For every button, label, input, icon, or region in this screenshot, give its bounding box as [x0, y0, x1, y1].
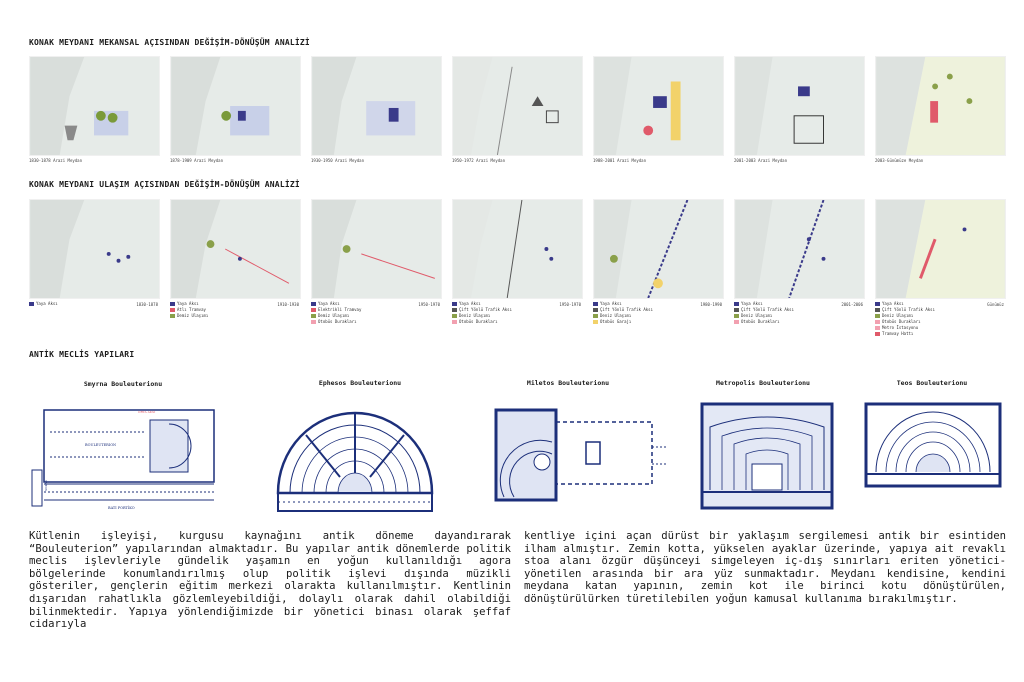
map-image — [734, 199, 865, 299]
panel-year: 1950-1970 — [559, 302, 581, 307]
transport-panel — [29, 199, 160, 337]
metropolis-plan — [700, 402, 834, 510]
legend-item: Otobüs Garajı — [593, 319, 724, 325]
legend-item: Elektrikli Tramvay — [311, 307, 442, 313]
legend-item: Yaya Aksı — [734, 301, 865, 307]
plan-title: Smyrna Bouleuterionu — [83, 380, 163, 388]
plan-title: Ephesos Bouleuterionu — [318, 379, 402, 387]
map-image — [734, 56, 865, 156]
legend-item: Otobüs Durakları — [875, 319, 1006, 325]
map-image — [170, 56, 301, 156]
legend-item: Otobüs Durakları — [311, 319, 442, 325]
legend-item: Yaya Aksı — [311, 301, 442, 307]
smyrna-plan — [30, 402, 220, 512]
spatial-analysis-title: KONAK MEYDANI MEKANSAL AÇISINDAN DEĞİŞİM-DÖNÜŞÜM ANALİZİ — [29, 38, 310, 47]
panel-caption: 1950-1972 Arazi Meydan — [452, 158, 505, 163]
map-image — [311, 199, 442, 299]
plan-title: Metropolis Bouleuterionu — [716, 379, 810, 387]
transport-panels-row — [29, 199, 1004, 337]
panel-year: Günümüz — [987, 302, 1004, 307]
transport-panel — [452, 199, 583, 337]
panel-caption: 2001-2003 Arazi Meydan — [734, 158, 787, 163]
map-image — [29, 56, 160, 156]
map-image — [170, 199, 301, 299]
panel-caption: 2003-Günümüze Meydan — [875, 158, 924, 163]
legend-item: Yaya Aksı — [452, 301, 583, 307]
legend-item: Deniz Ulaşımı — [452, 313, 583, 319]
spatial-panel — [170, 56, 301, 163]
legend-item: Atlı Tramvay — [170, 307, 301, 313]
panel-year: 1830-1878 — [136, 302, 158, 307]
legend-item: Demiz Ulaşımı — [170, 313, 301, 319]
plan-label: SOKAK — [44, 479, 48, 491]
panel-caption: 1830-1878 Arazi Meydan — [29, 158, 82, 163]
transport-analysis-title: KONAK MEYDANI ULAŞIM AÇISINDAN DEĞİŞİM-DÖNÜŞÜM ANALİZİ — [29, 180, 300, 189]
spatial-panel — [29, 56, 160, 163]
antique-buildings-title: ANTİK MECLİS YAPILARI — [29, 350, 135, 359]
legend-item: Tramvay Hattı — [875, 331, 1006, 337]
map-image — [452, 199, 583, 299]
plan-label: BATI PORTİKO — [108, 506, 135, 510]
legend-item: Demiz Ulaşımı — [311, 313, 442, 319]
legend-item: Otobüs Durakları — [734, 319, 865, 325]
legend-item: Yaya Aksı — [170, 301, 301, 307]
plan-label: ORTA AKSI — [138, 410, 156, 414]
map-image — [452, 56, 583, 156]
spatial-panels-row — [29, 56, 1004, 163]
panel-caption: 1988-2001 Arazi Meydan — [593, 158, 646, 163]
map-image — [593, 199, 724, 299]
legend-item: Deniz Ulaşımı — [593, 313, 724, 319]
panel-caption: 1930-1950 Arazi Meydan — [311, 158, 364, 163]
transport-panel — [875, 199, 1006, 337]
legend-item: Otobüs Durakları — [452, 319, 583, 325]
spatial-panel — [452, 56, 583, 163]
body-text-right: kentliye içini açan dürüst bir yaklaşım sergilemesi antik bir esintiden ilham almıştır. Zemin kotta, yükselen ayaklar üzerinde, yapıya ait revaklı stoa alanı özgür düşünceyi simgeleyen iç-dış sınırları eriten yönetici-yönetilen arasında bir ara yüz sunmaktadır. Meydanı kendisine, kendini meydana katan yapının, zemin kot ile birinci kotu dönüştürülen, dönüştürülürken türetilebilen yoğun kamusal kullanıma bırakılmıştır. — [524, 530, 1006, 605]
legend-item: Yaya Aksı — [875, 301, 1006, 307]
legend-item: Çift Yönlü Trafik Aksı — [875, 307, 1006, 313]
body-text-left: Kütlenin işleyişi, kurgusu kaynağını antik döneme dayandırarak “Bouleuterion” yapılarından almaktadır. Bu yapılar antik dönemlerde politik meclis işlevleriyle gündelik yaşamın en yoğun kullanıldığı agora bölgelerinde konumlandırılmış olup politik işlevi dışında müzikli gösteriler, gençlerin eğitim merkezi olaraktа kullanılmıştır. Kentlinin dışarıdan rahatlıkla gözlemleyebildiği, dolaylı olarak dahil olabildiği bilinmektedir. Yapıya yönlendiğimizde bir yönetici binası olarak şeffaf cidarıyla — [29, 530, 511, 631]
spatial-panel — [311, 56, 442, 163]
panel-caption: 1878-1909 Arazi Meydan — [170, 158, 223, 163]
spatial-panel — [734, 56, 865, 163]
map-image — [29, 199, 160, 299]
plan-title: Miletos Bouleuterionu — [526, 379, 610, 387]
map-image — [875, 56, 1006, 156]
panel-year: 2001-2006 — [841, 302, 863, 307]
plan-title: Teos Bouleuterionu — [896, 379, 968, 387]
transport-panel — [593, 199, 724, 337]
map-image — [311, 56, 442, 156]
panel-year: 1950-1970 — [418, 302, 440, 307]
legend-item: Deniz Ulaşımı — [875, 313, 1006, 319]
legend-item: Deniz Ulaşımı — [734, 313, 865, 319]
map-image — [593, 56, 724, 156]
transport-panel — [311, 199, 442, 337]
transport-panel — [170, 199, 301, 337]
spatial-panel — [593, 56, 724, 163]
panel-year: 1910-1930 — [277, 302, 299, 307]
plan-label: BOULEUTERION — [85, 443, 117, 447]
transport-panel — [734, 199, 865, 337]
map-image — [875, 199, 1006, 299]
spatial-panel — [875, 56, 1006, 163]
legend-item: Metro İstasyonu — [875, 325, 1006, 331]
ephesos-plan — [270, 395, 440, 515]
legend-item: Yaya Aksı — [593, 301, 724, 307]
miletos-plan — [494, 402, 674, 507]
legend-item: Çift Yönlü Trafik Aksı — [593, 307, 724, 313]
legend-item: Çift Yönlü Trafik Aksı — [452, 307, 583, 313]
legend-item: Çift Yönlü Trafik Aksı — [734, 307, 865, 313]
legend-item: Yaya Aksı — [29, 301, 160, 307]
panel-year: 1980-1990 — [700, 302, 722, 307]
teos-plan — [864, 402, 1002, 488]
